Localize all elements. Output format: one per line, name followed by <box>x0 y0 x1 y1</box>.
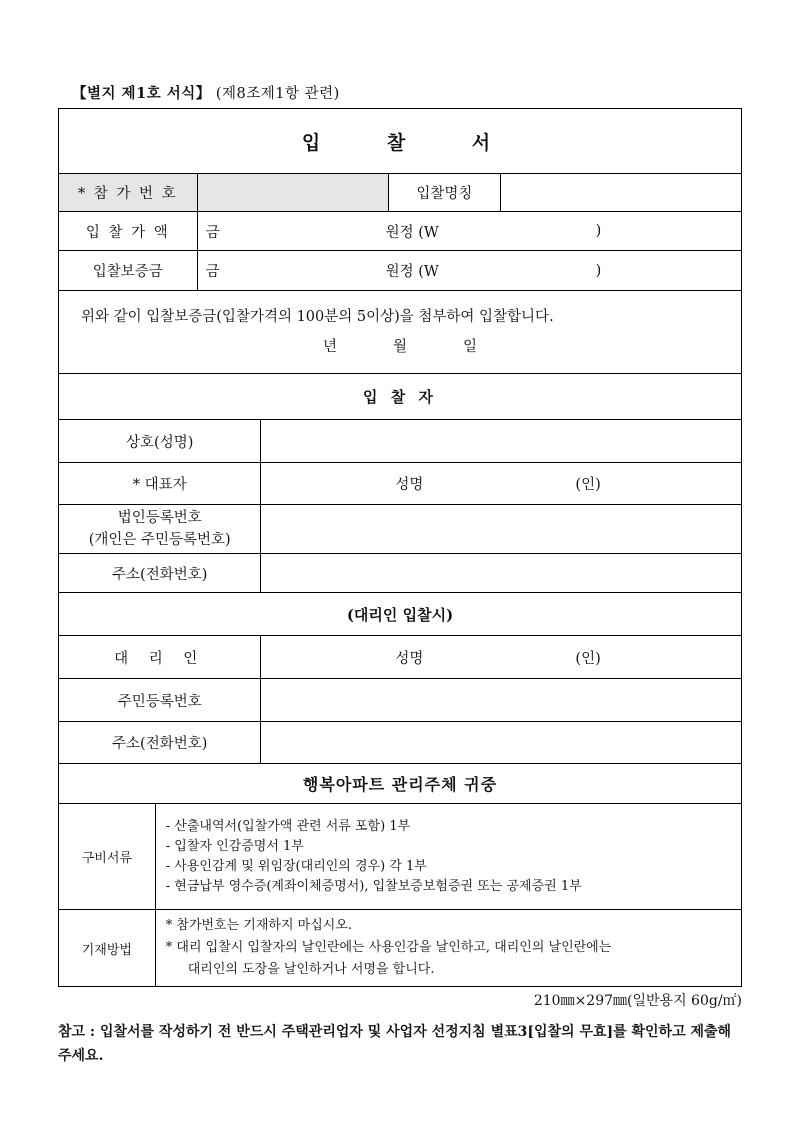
reg-no-label-line2: (개인은 주민등록번호) <box>88 532 231 548</box>
instructions-row <box>59 909 741 986</box>
instructions-list <box>155 910 741 986</box>
participant-row <box>59 173 741 211</box>
close-paren: ) <box>595 223 602 239</box>
bidder-address-label: 주소(전화번호) <box>112 566 208 583</box>
addressee: 행복아파트 관리주체 귀중 <box>302 775 498 794</box>
deposit-row <box>59 250 741 290</box>
bidder-section-title: 입 찰 자 <box>363 388 437 406</box>
day-label: 일 <box>463 339 478 355</box>
participant-no-field <box>197 174 388 211</box>
resident-no-row <box>59 678 741 721</box>
article-reference: (제8조제1항 관련) <box>215 86 340 102</box>
agent-name-label: 성명 <box>395 650 424 667</box>
agent-address-field[interactable] <box>260 722 741 763</box>
reg-no-label <box>59 505 260 553</box>
resident-no-label: 주민등록번호 <box>117 693 202 710</box>
representative-label: * 대표자 <box>132 477 187 493</box>
addressee-row <box>59 763 741 803</box>
agent-label: 대 리 인 <box>114 650 206 667</box>
instruction-line: 대리인의 도장을 날인하거나 서명을 합니다. <box>187 962 435 977</box>
date-line <box>81 332 719 362</box>
year-label: 년 <box>322 339 337 355</box>
form-title: 입 찰 서 <box>301 131 521 154</box>
seal-label: (인) <box>575 477 601 493</box>
statement-text: 위와 같이 입찰보증금(입찰가격의 100분의 5이상)을 첨부하여 입찰합니다. <box>81 309 554 325</box>
month-label: 월 <box>392 339 407 355</box>
statement-row <box>59 290 741 373</box>
company-row <box>59 419 741 462</box>
agent-section-title: (대리인 입찰시) <box>346 605 454 624</box>
currency-gold: 금 <box>205 224 220 241</box>
instruction-line: * 참가번호는 기재하지 마십시오. <box>165 918 353 933</box>
bid-amount-row <box>59 211 741 250</box>
documents-row <box>59 803 741 909</box>
document-item: - 현금납부 영수증(계좌이체증명서), 입찰보증보험증권 또는 공제증권 1부 <box>165 878 582 894</box>
instruction-line: * 대리 입찰시 입찰자의 날인란에는 사용인감을 날인하고, 대리인의 날인란에는 <box>165 940 612 955</box>
participant-no-label: * 참 가 번 호 <box>59 174 197 211</box>
bid-form <box>58 108 742 987</box>
representative-field[interactable] <box>260 463 741 504</box>
title-row <box>59 109 741 173</box>
reg-no-row <box>59 504 741 553</box>
bid-amount-label: 입 찰 가 액 <box>85 224 170 241</box>
reference-note: 참고 : 입찰서를 작성하기 전 반드시 주택관리업자 및 사업자 선정지침 별표3[입찰의 무효]를 확인하고 제출해 주세요. <box>58 1024 732 1064</box>
document-item: - 사용인감계 및 위임장(대리인의 경우) 각 1부 <box>165 858 427 874</box>
agent-address-label: 주소(전화번호) <box>112 736 208 752</box>
won-label: 원정 (W <box>385 224 439 241</box>
statement-block <box>59 291 741 373</box>
documents-list <box>155 804 741 909</box>
deposit-label: 입찰보증금 <box>92 264 163 280</box>
resident-no-field[interactable] <box>260 679 741 721</box>
name-label: 성명 <box>395 477 424 493</box>
reg-no-field[interactable] <box>260 505 741 553</box>
agent-address-row <box>59 721 741 763</box>
form-header <box>72 82 340 103</box>
deposit-field[interactable] <box>197 251 741 290</box>
bid-name-label: 입찰명칭 <box>388 174 500 211</box>
won-label: 원정 (W <box>385 264 439 280</box>
bidder-address-row <box>59 553 741 592</box>
close-paren: ) <box>595 262 602 279</box>
bidder-section-row <box>59 373 741 419</box>
document-item: - 입찰자 인감증명서 1부 <box>165 838 304 854</box>
form-label: 【별지 제1호 서식】 <box>72 85 211 102</box>
representative-row <box>59 462 741 504</box>
reg-no-label-line1: 법인등록번호 <box>117 510 202 526</box>
agent-seal-label: (인) <box>575 650 601 667</box>
instructions-label: 기재방법 <box>81 942 132 958</box>
agent-section-row <box>59 592 741 635</box>
agent-row <box>59 635 741 678</box>
paper-size: 210㎜×297㎜(일반용지 60g/㎡) <box>533 993 742 1009</box>
documents-label: 구비서류 <box>81 851 132 866</box>
document-item: - 산출내역서(입찰가액 관련 서류 포함) 1부 <box>165 818 411 834</box>
company-field[interactable] <box>260 420 741 462</box>
bid-name-field[interactable] <box>500 174 741 211</box>
currency-gold: 금 <box>205 264 220 280</box>
agent-field[interactable] <box>260 636 741 678</box>
company-label: 상호(성명) <box>126 434 194 451</box>
bid-amount-field[interactable] <box>197 212 741 250</box>
bidder-address-field[interactable] <box>260 554 741 592</box>
